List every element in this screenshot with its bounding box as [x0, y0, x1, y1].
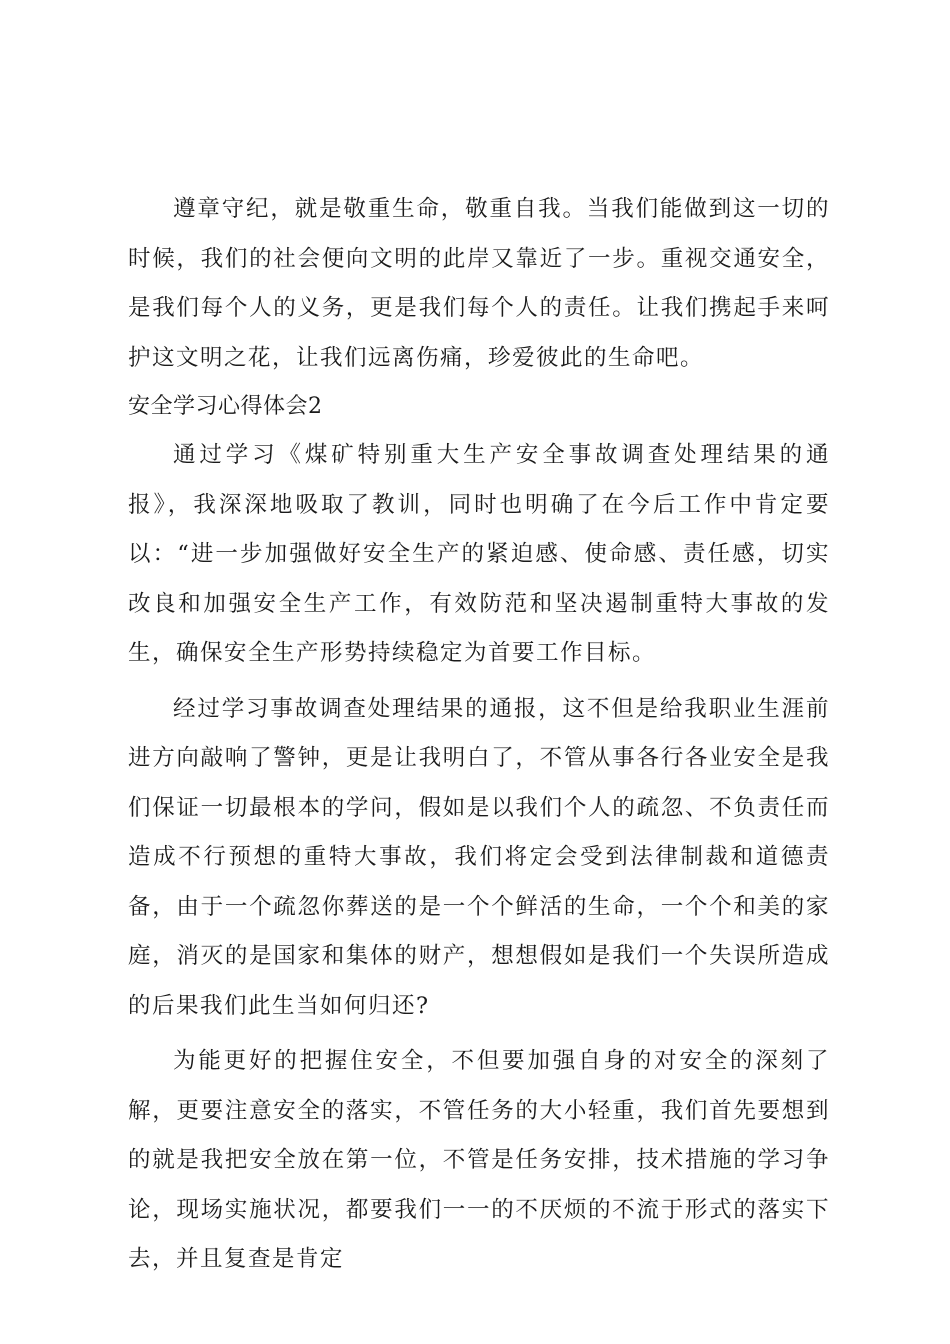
section-heading: 安全学习心得体会2	[128, 394, 323, 419]
paragraph-2: 通过学习《煤矿特别重大生产安全事故调查处理结果的通报》，我深深地吸取了教训，同时也明确了在今后工作中肯定要以：“进一步加强做好安全生产的紧迫感、使命感、责任感，切实改良和加强安全生产工作，有效防范和坚决遏制重特大事故的发生，确保安全生产形势持续稳定为首要工作目标。	[128, 442, 830, 666]
paragraph-4: 为能更好的把握住安全，不但要加强自身的对安全的深刻了解，更要注意安全的落实，不管任务的大小轻重，我们首先要想到的就是我把安全放在第一位，不管是任务安排，技术措施的学习争论，现场实施状况，都要我们一一的不厌烦的不流于形式的落实下去，并且复查是肯定	[128, 1048, 830, 1272]
paragraph-1: 遵章守纪，就是敬重生命，敬重自我。当我们能做到这一切的时候，我们的社会便向文明的此岸又靠近了一步。重视交通安全，是我们每个人的义务，更是我们每个人的责任。让我们携起手来呵护这文明之花，让我们远离伤痛，珍爱彼此的生命吧。	[128, 196, 830, 371]
document-page	[128, 185, 830, 1285]
paragraph-3: 经过学习事故调查处理结果的通报，这不但是给我职业生涯前进方向敲响了警钟，更是让我明白了，不管从事各行各业安全是我们保证一切最根本的学问，假如是以我们个人的疏忽、不负责任而造成不行预想的重特大事故，我们将定会受到法律制裁和道德责备，由于一个疏忽你葬送的是一个个鲜活的生命，一个个和美的家庭，消灭的是国家和集体的财产，想想假如是我们一个失误所造成的后果我们此生当如何归还?	[128, 695, 830, 1019]
